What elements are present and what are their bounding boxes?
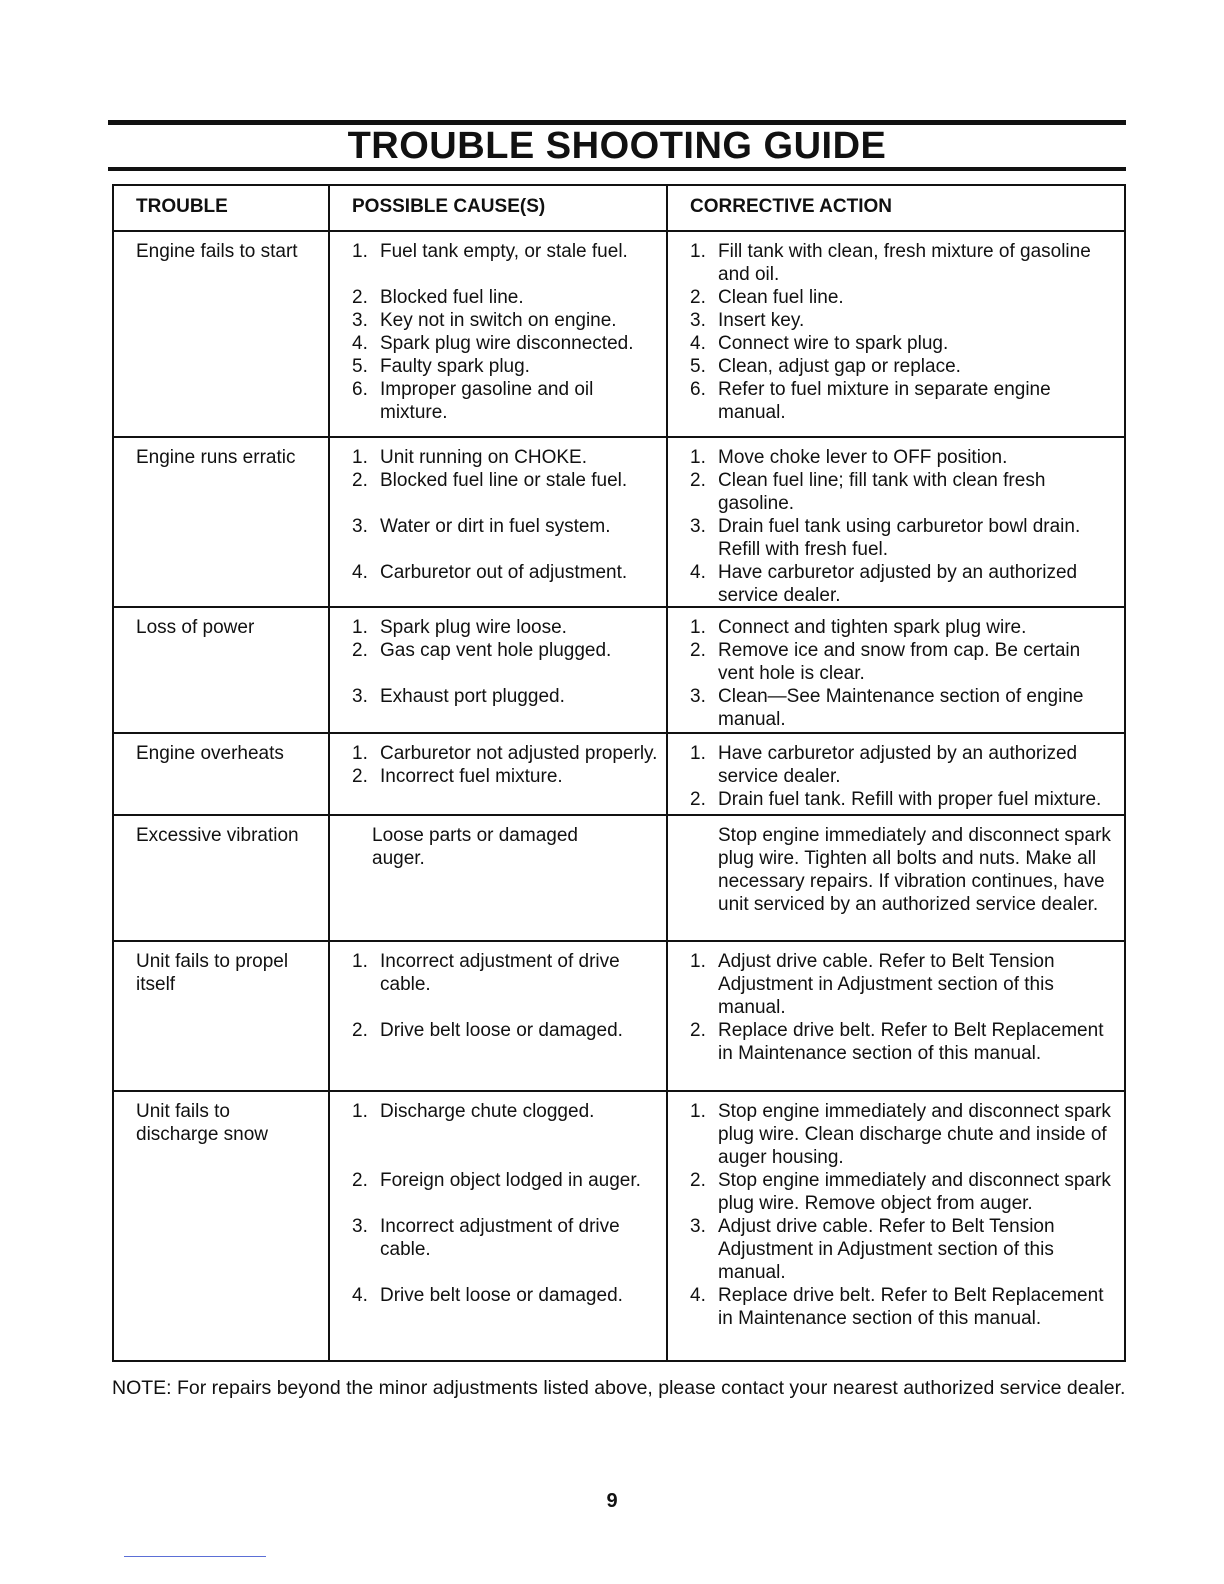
list-item: 4. Drive belt loose or damaged. — [352, 1285, 623, 1306]
trouble-cell: Unit fails to propel itself — [114, 942, 330, 1090]
service-note: NOTE: For repairs beyond the minor adjustments listed above, please contact your nearest authorized service dealer. — [112, 1377, 1126, 1399]
list-item: 1. Discharge chute clogged. — [352, 1101, 595, 1122]
list-item: 6. Refer to fuel mixture in separate engine manual. — [690, 379, 1051, 423]
cause-cell — [330, 1092, 668, 1360]
list-item: 2. Incorrect fuel mixture. — [352, 766, 563, 787]
action-cell — [668, 438, 1124, 606]
table-header-row — [114, 186, 1124, 230]
action-cell — [668, 1092, 1124, 1360]
action-cell — [668, 232, 1124, 436]
list-item: 5. Clean, adjust gap or replace. — [690, 356, 961, 377]
list-item: 4. Spark plug wire disconnected. — [352, 333, 634, 354]
trouble-cell: Engine overheats — [114, 734, 330, 814]
action-cell — [668, 942, 1124, 1090]
header-action: CORRECTIVE ACTION — [690, 196, 892, 217]
cause-cell — [330, 734, 668, 814]
list-item: 1. Fuel tank empty, or stale fuel. — [352, 241, 628, 262]
list-item: 2. Blocked fuel line. — [352, 287, 524, 308]
action-cell — [668, 816, 1124, 940]
list-item: 3. Clean—See Maintenance section of engine manual. — [690, 686, 1084, 730]
list-item: 2. Gas cap vent hole plugged. — [352, 640, 612, 661]
cause-text: Loose parts or damaged auger. — [372, 825, 578, 869]
table-row — [114, 230, 1124, 436]
list-item: 2. Drive belt loose or damaged. — [352, 1020, 623, 1041]
cause-cell — [330, 816, 668, 940]
list-item: 1. Unit running on CHOKE. — [352, 447, 587, 468]
trouble-cell: Loss of power — [114, 608, 330, 732]
action-cell — [668, 734, 1124, 814]
list-item: 4. Replace drive belt. Refer to Belt Replacement in Maintenance section of this manual. — [690, 1285, 1104, 1329]
trouble-cell: Engine fails to start — [114, 232, 330, 436]
page-title: TROUBLE SHOOTING GUIDE — [347, 125, 887, 167]
list-item: 1. Spark plug wire loose. — [352, 617, 567, 638]
list-item: 2. Replace drive belt. Refer to Belt Replacement in Maintenance section of this manual. — [690, 1020, 1104, 1064]
list-item: 3. Exhaust port plugged. — [352, 686, 565, 707]
action-cell — [668, 608, 1124, 732]
list-item: 4. Carburetor out of adjustment. — [352, 562, 628, 583]
list-item: 3. Incorrect adjustment of drive cable. — [352, 1216, 620, 1260]
table-row — [114, 606, 1124, 732]
list-item: 2. Blocked fuel line or stale fuel. — [352, 470, 628, 491]
trouble-cell: Engine runs erratic — [114, 438, 330, 606]
list-item: 1. Have carburetor adjusted by an authorized service dealer. — [690, 743, 1078, 787]
cause-cell — [330, 232, 668, 436]
list-item: 2. Clean fuel line. — [690, 287, 844, 308]
list-item: 4. Have carburetor adjusted by an authorized service dealer. — [690, 562, 1078, 606]
table-row — [114, 940, 1124, 1090]
table-row — [114, 732, 1124, 814]
list-item: 2. Stop engine immediately and disconnect spark plug wire. Remove object from auger. — [690, 1170, 1111, 1214]
list-item: 1. Carburetor not adjusted properly. — [352, 743, 658, 764]
cause-cell — [330, 942, 668, 1090]
header-trouble: TROUBLE — [114, 186, 330, 230]
list-item: 1. Adjust drive cable. Refer to Belt Tension Adjustment in Adjustment section of this manual. — [690, 951, 1055, 1018]
list-item: 4. Connect wire to spark plug. — [690, 333, 949, 354]
list-item: 3. Insert key. — [690, 310, 805, 331]
list-item: 1. Stop engine immediately and disconnect spark plug wire. Clean discharge chute and inside of auger housing. — [690, 1101, 1111, 1168]
list-item: 2. Clean fuel line; fill tank with clean fresh gasoline. — [690, 470, 1046, 514]
list-item: 2. Drain fuel tank. Refill with proper fuel mixture. — [690, 789, 1102, 810]
list-item: 1. Incorrect adjustment of drive cable. — [352, 951, 620, 995]
action-text: Stop engine immediately and disconnect spark plug wire. Tighten all bolts and nuts. Make all necessary repairs. If vibration continues, have unit serviced by an authorized service dealer. — [718, 825, 1111, 915]
list-item: 3. Water or dirt in fuel system. — [352, 516, 611, 537]
list-item: 1. Fill tank with clean, fresh mixture of gasoline and oil. — [690, 241, 1091, 285]
trouble-table — [112, 184, 1126, 1362]
table-row — [114, 814, 1124, 940]
list-item: 1. Connect and tighten spark plug wire. — [690, 617, 1027, 638]
header-cause: POSSIBLE CAUSE(S) — [330, 186, 668, 230]
list-item: 3. Drain fuel tank using carburetor bowl drain. Refill with fresh fuel. — [690, 516, 1081, 560]
trouble-cell: Excessive vibration — [114, 816, 330, 940]
list-item: 2. Foreign object lodged in auger. — [352, 1170, 641, 1191]
list-item: 1. Move choke lever to OFF position. — [690, 447, 1008, 468]
trouble-cell: Unit fails to discharge snow — [114, 1092, 330, 1360]
scan-artifact-line — [124, 1556, 266, 1557]
page-number: 9 — [606, 1490, 618, 1512]
list-item: 3. Adjust drive cable. Refer to Belt Tension Adjustment in Adjustment section of this manual. — [690, 1216, 1055, 1283]
cause-cell — [330, 438, 668, 606]
list-item: 5. Faulty spark plug. — [352, 356, 530, 377]
cause-cell — [330, 608, 668, 732]
table-row — [114, 436, 1124, 606]
title-rule-bottom — [108, 167, 1126, 171]
list-item: 2. Remove ice and snow from cap. Be certain vent hole is clear. — [690, 640, 1081, 684]
table-row — [114, 1090, 1124, 1360]
list-item: 6. Improper gasoline and oil mixture. — [352, 379, 594, 423]
list-item: 3. Key not in switch on engine. — [352, 310, 617, 331]
